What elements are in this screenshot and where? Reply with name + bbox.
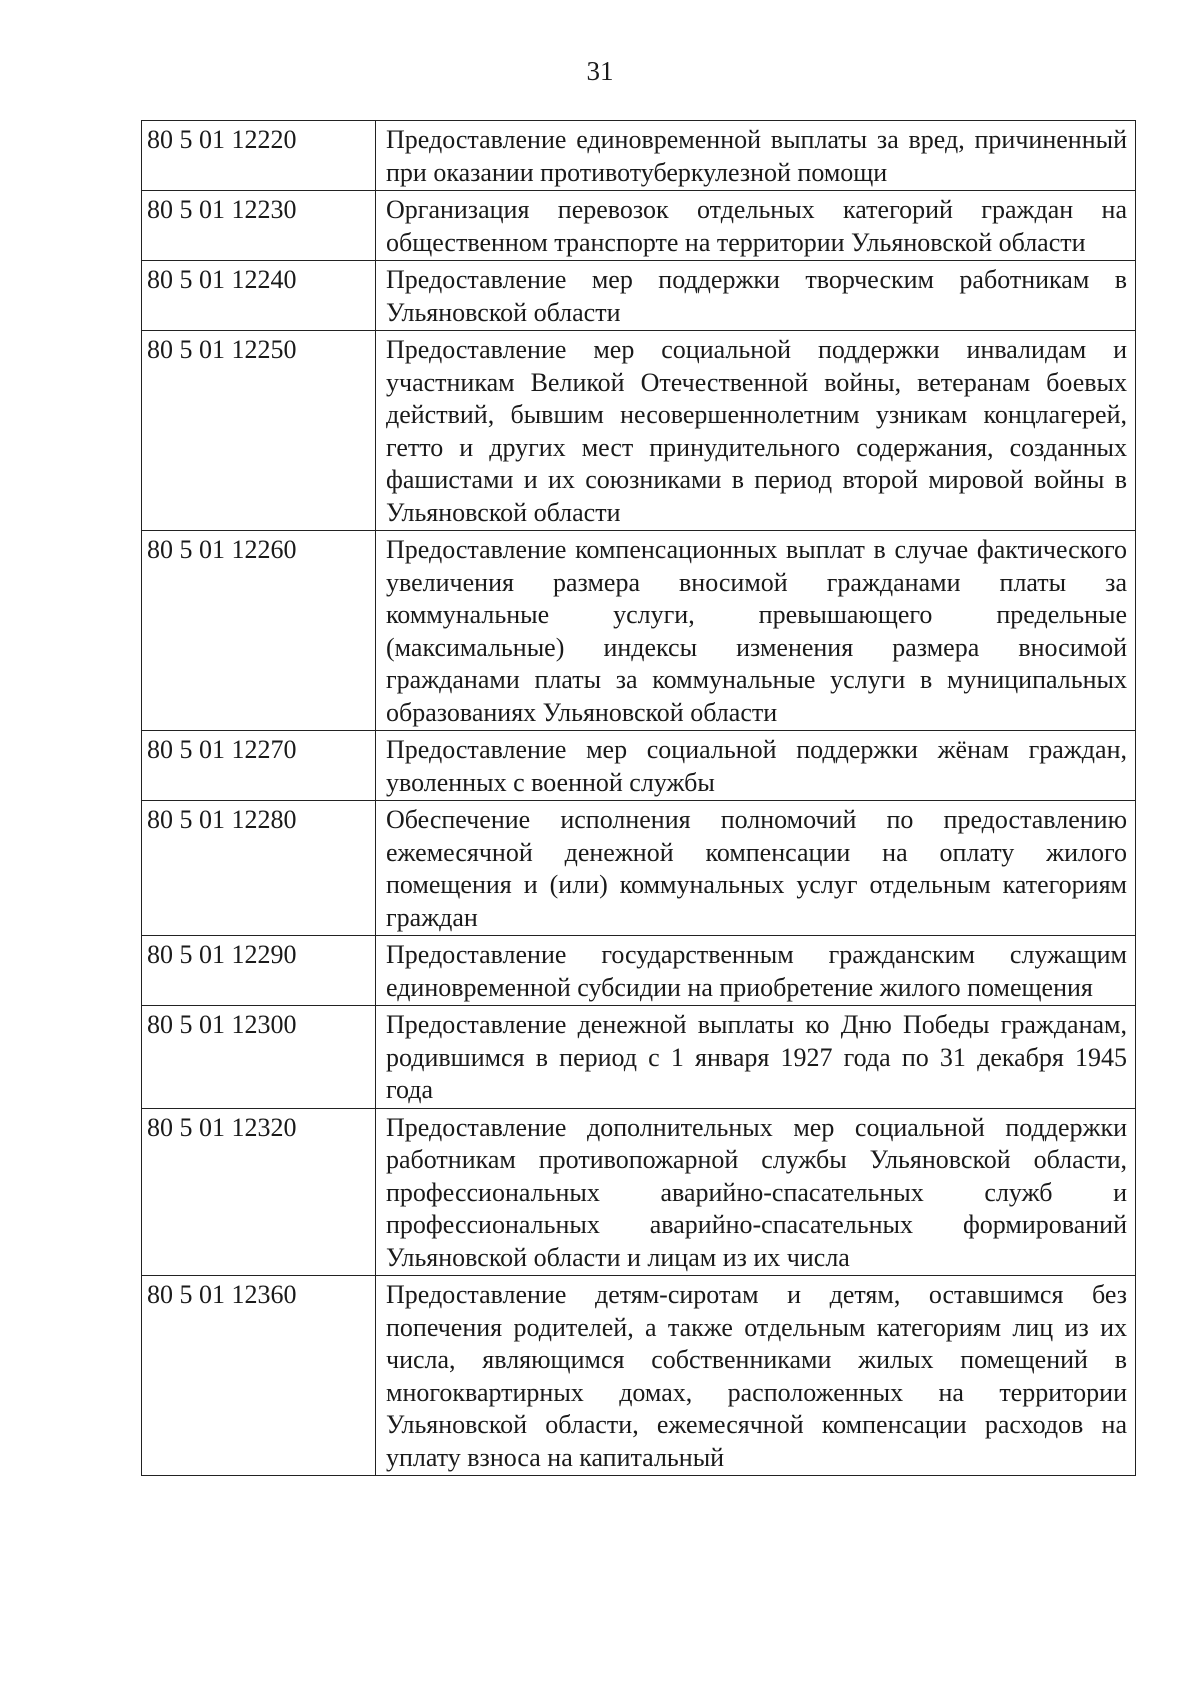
expense-description: Предоставление государственным гражданским служащим единовременной субсидии на приобретение жилого помещения: [376, 936, 1136, 1006]
table-row: [142, 261, 1136, 331]
classification-code: 80 5 01 12290: [142, 936, 376, 1006]
expense-description: Предоставление мер социальной поддержки жёнам граждан, уволенных с военной службы: [376, 731, 1136, 801]
expense-description: Предоставление единовременной выплаты за вред, причиненный при оказании противотуберкулезной помощи: [376, 121, 1136, 191]
table-row: [142, 1108, 1136, 1276]
expense-description: Предоставление мер социальной поддержки инвалидам и участникам Великой Отечественной войны, ветеранам боевых действий, бывшим несовершеннолетним узникам концлагерей, гетто и других мест принудительного содержания, созданных фашистами и их союзниками в период второй мировой войны в Ульяновской области: [376, 331, 1136, 531]
budget-classification-table: [141, 120, 1136, 1476]
classification-code: 80 5 01 12260: [142, 531, 376, 731]
table-row: [142, 331, 1136, 531]
classification-code: 80 5 01 12300: [142, 1006, 376, 1109]
classification-code: 80 5 01 12230: [142, 191, 376, 261]
expense-description: Предоставление детям-сиротам и детям, оставшимся без попечения родителей, а также отдельным категориям лиц из их числа, являющимся собственниками жилых помещений в многоквартирных домах, расположенных на территории Ульяновской области, ежемесячной компенсации расходов на уплату взноса на капитальный: [376, 1276, 1136, 1476]
table-row: [142, 531, 1136, 731]
table-row: [142, 191, 1136, 261]
classification-code: 80 5 01 12360: [142, 1276, 376, 1476]
expense-description: Организация перевозок отдельных категорий граждан на общественном транспорте на территории Ульяновской области: [376, 191, 1136, 261]
table-row: [142, 936, 1136, 1006]
classification-code: 80 5 01 12280: [142, 801, 376, 936]
expense-description: Предоставление дополнительных мер социальной поддержки работникам противопожарной службы Ульяновской области, профессиональных аварийно-спасательных служб и профессиональных аварийно-спасательных формирований Ульяновской области и лицам из их числа: [376, 1108, 1136, 1276]
table-row: [142, 801, 1136, 936]
classification-code: 80 5 01 12220: [142, 121, 376, 191]
classification-code: 80 5 01 12240: [142, 261, 376, 331]
expense-description: Предоставление мер поддержки творческим работникам в Ульяновской области: [376, 261, 1136, 331]
classification-code: 80 5 01 12320: [142, 1108, 376, 1276]
expense-description: Предоставление денежной выплаты ко Дню Победы гражданам, родившимся в период с 1 января 1927 года по 31 декабря 1945 года: [376, 1006, 1136, 1109]
table-row: [142, 1276, 1136, 1476]
classification-code: 80 5 01 12270: [142, 731, 376, 801]
expense-description: Обеспечение исполнения полномочий по предоставлению ежемесячной денежной компенсации на оплату жилого помещения и (или) коммунальных услуг отдельным категориям граждан: [376, 801, 1136, 936]
expense-description: Предоставление компенсационных выплат в случае фактического увеличения размера вносимой гражданами платы за коммунальные услуги, превышающего предельные (максимальные) индексы изменения размера вносимой гражданами платы за коммунальные услуги в муниципальных образованиях Ульяновской области: [376, 531, 1136, 731]
table-row: [142, 1006, 1136, 1109]
table-row: [142, 731, 1136, 801]
page-number: 31: [586, 56, 614, 86]
table-row: [142, 121, 1136, 191]
classification-code: 80 5 01 12250: [142, 331, 376, 531]
